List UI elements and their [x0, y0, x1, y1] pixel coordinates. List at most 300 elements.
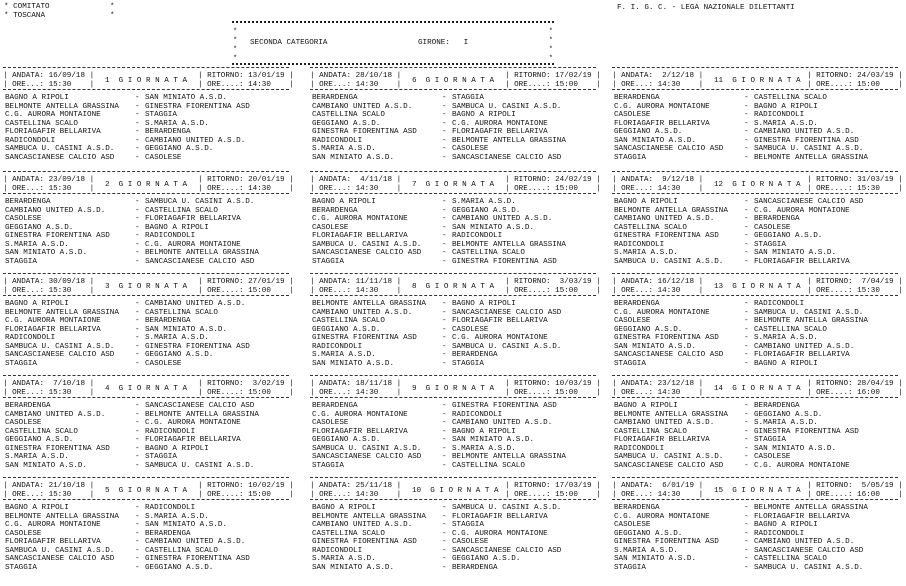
home-team: SAMBUCA U. CASINI A.S.D. — [5, 342, 115, 351]
match-separator: - — [442, 249, 447, 257]
match-row — [614, 463, 896, 472]
match-separator: - — [442, 128, 447, 136]
andata-date: | ANDATA: 18/11/18 | — [310, 380, 402, 388]
andata-date: | ANDATA: 6/01/19 | — [612, 482, 704, 490]
andata-time: | ORE...: 14:30 | — [310, 81, 402, 89]
match-separator: - — [442, 300, 447, 308]
box-border-left: * * * * — [233, 28, 238, 63]
away-team: SAN MINIATO A.S.D. — [754, 444, 837, 453]
home-team: STAGGIA — [5, 359, 37, 368]
away-team: SANCASCIANESE CALCIO ASD — [754, 198, 864, 206]
away-team: SAN MINIATO A.S.D. — [145, 325, 228, 334]
ritorno-date: | RITORNO: 17/02/19 | — [505, 72, 601, 80]
match-separator: - — [442, 419, 447, 427]
home-team: GEGGIANO A.S.D. — [614, 128, 683, 136]
ritorno-date: | RITORNO: 10/02/19 | — [198, 482, 294, 490]
home-team: BELMONTE ANTELLA GRASSINA — [5, 102, 119, 111]
giornata-header — [310, 478, 601, 500]
home-team: SAN MINIATO A.S.D. — [312, 359, 395, 368]
away-team: CASTELLINA SCALO — [452, 249, 525, 257]
match-separator: - — [135, 334, 140, 342]
match-separator: - — [135, 300, 140, 308]
match-row — [312, 565, 594, 574]
away-team: BERARDENGA — [754, 215, 800, 223]
match-separator: - — [744, 538, 749, 546]
away-team: CASTELLINA SCALO — [452, 461, 525, 470]
ritorno-date: | RITORNO: 31/03/19 | — [807, 176, 903, 184]
home-team: SANCASCIANESE CALCIO ASD — [5, 351, 115, 359]
away-team: CASTELLINA SCALO — [754, 555, 827, 563]
match-separator: - — [135, 215, 140, 223]
away-team: CASOLESE — [145, 359, 182, 368]
ritorno-date: | RITORNO: 10/03/19 | — [505, 380, 601, 388]
match-separator: - — [442, 198, 447, 206]
match-row — [5, 463, 287, 472]
match-separator: - — [442, 546, 447, 555]
away-team: BAGNO A RIPOLI — [452, 111, 516, 119]
away-team: C.G. AURORA MONTAIONE — [145, 240, 241, 249]
home-team: FLORIAGAFIR BELLARIVA — [312, 232, 408, 240]
home-team: C.G. AURORA MONTAIONE — [5, 521, 101, 529]
away-team: S.MARIA A.S.D. — [754, 334, 818, 342]
home-team: GEGGIANO A.S.D. — [312, 119, 381, 128]
match-separator: - — [744, 308, 749, 317]
match-list — [312, 301, 594, 369]
ritorno-date: | RITORNO: 13/01/19 | — [198, 72, 294, 80]
match-separator: - — [135, 529, 140, 538]
ritorno-time: | ORE....: 15:00 | — [198, 491, 294, 499]
home-team: BERARDENGA — [614, 504, 660, 512]
andata-date: | ANDATA: 4/11/18 | — [310, 176, 402, 184]
home-team: BERARDENGA — [312, 206, 358, 215]
category-box — [232, 21, 554, 65]
away-team: S.MARIA A.S.D. — [452, 198, 516, 206]
home-team: CASTELLINA SCALO — [5, 427, 78, 436]
giornata-block — [310, 171, 601, 269]
home-team: GINESTRA FIORENTINA ASD — [5, 232, 110, 240]
andata-time: | ORE...: 14:30 | — [612, 491, 704, 499]
away-team: BERARDENGA — [145, 128, 191, 136]
ritorno-date: | RITORNO: 3/02/19 | — [198, 380, 294, 388]
andata-time: | ORE...: 14:30 | — [310, 491, 402, 499]
away-team: FLORIAGAFIR BELLARIVA — [145, 215, 241, 223]
home-team: BERARDENGA — [614, 300, 660, 308]
home-team: SAMBUCA U. CASINI A.S.D. — [312, 240, 422, 249]
giornata-header — [3, 68, 294, 90]
giornata-block — [3, 273, 294, 371]
match-separator: - — [744, 317, 749, 325]
home-team: BERARDENGA — [312, 94, 358, 102]
away-team: FLORIAGAFIR BELLARIVA — [754, 351, 850, 359]
away-team: SAMBUCA U. CASINI A.S.D. — [452, 504, 562, 512]
match-separator: - — [135, 153, 140, 162]
away-team: S.MARIA A.S.D. — [145, 334, 209, 342]
home-team: CAMBIANO UNITED A.S.D. — [5, 206, 106, 215]
giornata-header — [612, 172, 903, 194]
away-team: RADICONDOLI — [754, 111, 805, 119]
away-team: STAGGIA — [145, 453, 177, 461]
home-team: C.G. AURORA MONTAIONE — [614, 102, 710, 111]
ritorno-date: | RITORNO: 24/02/19 | — [505, 176, 601, 184]
away-team: CASOLESE — [145, 153, 182, 162]
match-separator: - — [744, 436, 749, 444]
away-team: CASOLESE — [452, 538, 489, 546]
match-separator: - — [135, 563, 140, 572]
match-separator: - — [135, 240, 140, 249]
match-separator: - — [442, 563, 447, 572]
away-team: BELMONTE ANTELLA GRASSINA — [452, 453, 566, 461]
away-team: SANCASCIANESE CALCIO ASD — [452, 308, 562, 317]
match-separator: - — [135, 317, 140, 325]
away-team: S.MARIA A.S.D. — [452, 444, 516, 453]
away-team: SAMBUCA U. CASINI A.S.D. — [145, 198, 255, 206]
giornata-block — [3, 67, 294, 165]
away-team: STAGGIA — [145, 111, 177, 119]
giornata-number: 4 G I O R N A T A — [105, 385, 188, 393]
match-separator: - — [135, 436, 140, 444]
home-team: CASTELLINA SCALO — [614, 223, 687, 232]
home-team: S.MARIA A.S.D. — [614, 249, 678, 257]
away-team: CAMBIANO UNITED A.S.D. — [145, 300, 246, 308]
away-team: BELMONTE ANTELLA GRASSINA — [145, 249, 259, 257]
ritorno-time: | ORE....: 15:30 | — [807, 185, 903, 193]
match-list — [312, 199, 594, 267]
giornata-block — [3, 477, 294, 575]
away-team: BERARDENGA — [145, 529, 191, 538]
match-separator: - — [135, 351, 140, 359]
away-team: GEGGIANO A.S.D. — [754, 410, 823, 419]
away-team: SANCASCIANESE CALCIO ASD — [145, 402, 255, 410]
match-separator: - — [135, 555, 140, 563]
home-team: BELMONTE ANTELLA GRASSINA — [614, 410, 728, 419]
away-team: CASOLESE — [754, 453, 791, 461]
away-team: SAMBUCA U. CASINI A.S.D. — [452, 102, 562, 111]
home-team: CASOLESE — [312, 419, 349, 427]
away-team: C.G. AURORA MONTAIONE — [452, 119, 548, 128]
home-team: STAGGIA — [5, 563, 37, 572]
match-separator: - — [442, 529, 447, 538]
match-separator: - — [135, 410, 140, 419]
away-team: GINESTRA FIORENTINA ASD — [452, 257, 557, 266]
away-team: BELMONTE ANTELLA GRASSINA — [145, 410, 259, 419]
home-team: GEGGIANO A.S.D. — [614, 325, 683, 334]
home-team: STAGGIA — [5, 257, 37, 266]
home-team: SAMBUCA U. CASINI A.S.D. — [614, 453, 724, 461]
away-team: GINESTRA FIORENTINA ASD — [145, 102, 250, 111]
away-team: BAGNO A RIPOLI — [754, 521, 818, 529]
away-team: RADICONDOLI — [754, 300, 805, 308]
match-separator: - — [135, 94, 140, 102]
away-team: RADICONDOLI — [754, 529, 805, 538]
match-separator: - — [442, 257, 447, 266]
match-separator: - — [744, 206, 749, 215]
giornata-number: 12 G I O R N A T A — [714, 181, 801, 189]
away-team: FLORIAGAFIR BELLARIVA — [145, 436, 241, 444]
match-separator: - — [442, 119, 447, 128]
match-row — [312, 361, 594, 370]
giornata-number: 7 G I O R N A T A — [412, 181, 495, 189]
match-list — [614, 301, 896, 369]
match-separator: - — [135, 461, 140, 470]
match-row — [312, 155, 594, 164]
away-team: SANCASCIANESE CALCIO ASD — [452, 546, 562, 555]
home-team: FLORIAGAFIR BELLARIVA — [312, 427, 408, 436]
andata-time: | ORE...: 15:30 | — [3, 185, 95, 193]
away-team: S.MARIA A.S.D. — [754, 119, 818, 128]
giornata-block — [612, 273, 903, 371]
match-separator: - — [744, 342, 749, 351]
match-separator: - — [135, 402, 140, 410]
match-separator: - — [744, 249, 749, 257]
away-team: CASOLESE — [754, 223, 791, 232]
match-separator: - — [442, 308, 447, 317]
match-list — [614, 505, 896, 573]
away-team: GEGGIANO A.S.D. — [452, 206, 521, 215]
giornata-block — [612, 375, 903, 473]
match-list — [312, 403, 594, 471]
away-team: C.G. AURORA MONTAIONE — [754, 206, 850, 215]
away-team: STAGGIA — [754, 240, 786, 249]
match-separator: - — [744, 512, 749, 521]
home-team: SANCASCIANESE CALCIO ASD — [5, 153, 115, 162]
home-team: C.G. AURORA MONTAIONE — [312, 410, 408, 419]
ritorno-time: | ORE....: 14:30 | — [198, 185, 294, 193]
home-team: SAN MINIATO A.S.D. — [5, 249, 88, 257]
match-list — [614, 95, 896, 163]
match-separator: - — [135, 427, 140, 436]
match-separator: - — [442, 223, 447, 232]
home-team: STAGGIA — [614, 563, 646, 572]
away-team: SAMBUCA U. CASINI A.S.D. — [145, 461, 255, 470]
match-separator: - — [442, 427, 447, 436]
committee-label: * COMITATO — [4, 3, 50, 11]
match-separator: - — [744, 111, 749, 119]
home-team: STAGGIA — [312, 461, 344, 470]
away-team: FLORIAGAFIR BELLARIVA — [452, 128, 548, 136]
away-team: CASTELLINA SCALO — [145, 308, 218, 317]
match-separator: - — [135, 198, 140, 206]
match-separator: - — [744, 419, 749, 427]
home-team: CAMBIANO UNITED A.S.D. — [5, 410, 106, 419]
away-team: GINESTRA FIORENTINA ASD — [754, 427, 859, 436]
giornata-block — [3, 171, 294, 269]
match-list — [5, 95, 287, 163]
home-team: FLORIAGAFIR BELLARIVA — [5, 538, 101, 546]
home-team: CASOLESE — [5, 419, 42, 427]
match-separator: - — [135, 119, 140, 128]
home-team: S.MARIA A.S.D. — [312, 145, 376, 153]
away-team: CAMBIANO UNITED A.S.D. — [452, 215, 553, 223]
match-separator: - — [135, 453, 140, 461]
match-separator: - — [744, 94, 749, 102]
giornata-number: 10 G I O R N A T A — [412, 487, 499, 495]
star-decoration: * — [110, 12, 115, 20]
home-team: SANCASCIANESE CALCIO ASD — [614, 145, 724, 153]
home-team: GEGGIANO A.S.D. — [5, 436, 74, 444]
giornata-block — [310, 67, 601, 165]
ritorno-time: | ORE....: 15:00 | — [505, 491, 601, 499]
home-team: BAGNO A RIPOLI — [5, 94, 69, 102]
giornata-header — [3, 172, 294, 194]
match-separator: - — [744, 402, 749, 410]
match-separator: - — [135, 111, 140, 119]
match-row — [312, 259, 594, 268]
home-team: SANCASCIANESE CALCIO ASD — [5, 555, 115, 563]
home-team: SAN MINIATO A.S.D. — [312, 563, 395, 572]
andata-time: | ORE...: 15:30 | — [3, 287, 95, 295]
away-team: S.MARIA A.S.D. — [145, 512, 209, 521]
match-separator: - — [135, 223, 140, 232]
home-team: BAGNO A RIPOLI — [312, 504, 376, 512]
home-team: BAGNO A RIPOLI — [614, 402, 678, 410]
home-team: BELMONTE ANTELLA GRASSINA — [614, 206, 728, 215]
away-team: CAMBIANO UNITED A.S.D. — [754, 538, 855, 546]
home-team: GEGGIANO A.S.D. — [614, 529, 683, 538]
home-team: BAGNO A RIPOLI — [312, 198, 376, 206]
away-team: GINESTRA FIORENTINA ASD — [145, 342, 250, 351]
match-separator: - — [135, 232, 140, 240]
away-team: FLORIAGAFIR BELLARIVA — [452, 512, 548, 521]
away-team: CAMBIANO UNITED A.S.D. — [754, 128, 855, 136]
home-team: SAN MINIATO A.S.D. — [312, 153, 395, 162]
home-team: BERARDENGA — [5, 198, 51, 206]
away-team: FLORIAGAFIR BELLARIVA — [754, 257, 850, 266]
away-team: GEGGIANO A.S.D. — [145, 351, 214, 359]
ritorno-time: | ORE....: 15:00 | — [505, 389, 601, 397]
home-team: C.G. AURORA MONTAIONE — [5, 111, 101, 119]
andata-date: | ANDATA: 16/09/18 | — [3, 72, 95, 80]
giornata-number: 14 G I O R N A T A — [714, 385, 801, 393]
andata-date: | ANDATA: 9/12/18 | — [612, 176, 704, 184]
home-team: RADICONDOLI — [312, 546, 363, 555]
home-team: GINESTRA FIORENTINA ASD — [312, 334, 417, 342]
girone-label: GIRONE: I — [418, 39, 469, 47]
ritorno-date: | RITORNO: 17/03/19 | — [505, 482, 601, 490]
match-separator: - — [135, 257, 140, 266]
home-team: CASTELLINA SCALO — [312, 317, 385, 325]
ritorno-date: | RITORNO: 5/05/19 | — [807, 482, 903, 490]
away-team: RADICONDOLI — [145, 232, 196, 240]
match-separator: - — [442, 436, 447, 444]
match-separator: - — [442, 215, 447, 223]
ritorno-time: | ORE....: 15:00 | — [807, 81, 903, 89]
match-separator: - — [744, 461, 749, 470]
match-separator: - — [744, 215, 749, 223]
home-team: CASOLESE — [5, 215, 42, 223]
ritorno-time: | ORE....: 15:00 | — [198, 389, 294, 397]
match-list — [5, 403, 287, 471]
match-separator: - — [744, 300, 749, 308]
away-team: CAMBIANO UNITED A.S.D. — [754, 342, 855, 351]
home-team: CAMBIANO UNITED A.S.D. — [312, 102, 413, 111]
home-team: FLORIAGAFIR BELLARIVA — [5, 325, 101, 334]
box-border-right: * * * * — [548, 28, 553, 63]
andata-time: | ORE...: 14:30 | — [612, 389, 704, 397]
match-separator: - — [442, 410, 447, 419]
away-team: BAGNO A RIPOLI — [754, 359, 818, 368]
match-separator: - — [135, 128, 140, 136]
home-team: GEGGIANO A.S.D. — [312, 436, 381, 444]
home-team: C.G. AURORA MONTAIONE — [614, 308, 710, 317]
giornata-block — [310, 375, 601, 473]
away-team: SAMBUCA U. CASINI A.S.D. — [754, 308, 864, 317]
ritorno-date: | RITORNO: 20/01/19 | — [198, 176, 294, 184]
away-team: CASTELLINA SCALO — [145, 546, 218, 555]
match-separator: - — [442, 555, 447, 563]
match-separator: - — [442, 136, 447, 145]
region-label: * TOSCANA — [4, 12, 46, 20]
away-team: BAGNO A RIPOLI — [452, 300, 516, 308]
away-team: GEGGIANO A.S.D. — [145, 563, 214, 572]
match-separator: - — [744, 223, 749, 232]
home-team: SANCASCIANESE CALCIO ASD — [614, 351, 724, 359]
match-row — [312, 463, 594, 472]
ritorno-date: | RITORNO: 28/04/19 | — [807, 380, 903, 388]
home-team: SAN MINIATO A.S.D. — [5, 461, 88, 470]
away-team: SAMBUCA U. CASINI A.S.D. — [754, 145, 864, 153]
home-team: GINESTRA FIORENTINA ASD — [614, 334, 719, 342]
home-team: CAMBIANO UNITED A.S.D. — [312, 308, 413, 317]
ritorno-date: | RITORNO: 27/01/19 | — [198, 278, 294, 286]
home-team: RADICONDOLI — [5, 136, 56, 145]
andata-time: | ORE...: 14:30 | — [310, 389, 402, 397]
away-team: BELMONTE ANTELLA GRASSINA — [754, 317, 868, 325]
match-separator: - — [744, 128, 749, 136]
match-separator: - — [135, 538, 140, 546]
away-team: SAN MINIATO A.S.D. — [754, 249, 837, 257]
giornata-block — [612, 67, 903, 165]
home-team: SAMBUCA U. CASINI A.S.D. — [5, 546, 115, 555]
match-separator: - — [744, 334, 749, 342]
home-team: BELMONTE ANTELLA GRASSINA — [312, 512, 426, 521]
away-team: RADICONDOLI — [452, 410, 503, 419]
match-separator: - — [135, 136, 140, 145]
match-separator: - — [744, 546, 749, 555]
giornata-block — [310, 273, 601, 371]
andata-time: | ORE...: 14:30 | — [612, 185, 704, 193]
home-team: RADICONDOLI — [5, 334, 56, 342]
home-team: S.MARIA A.S.D. — [5, 453, 69, 461]
ritorno-date: | RITORNO: 3/03/19 | — [505, 278, 601, 286]
match-separator: - — [442, 504, 447, 512]
match-row — [614, 259, 896, 268]
home-team: C.G. AURORA MONTAIONE — [614, 512, 710, 521]
home-team: BELMONTE ANTELLA GRASSINA — [312, 300, 426, 308]
giornata-header — [3, 478, 294, 500]
home-team: SAMBUCA U. CASINI A.S.D. — [312, 444, 422, 453]
home-team: C.G. AURORA MONTAIONE — [312, 215, 408, 223]
away-team: BERARDENGA — [145, 317, 191, 325]
giornata-number: 5 G I O R N A T A — [105, 487, 188, 495]
away-team: GINESTRA FIORENTINA ASD — [145, 555, 250, 563]
match-separator: - — [442, 334, 447, 342]
match-row — [614, 565, 896, 574]
match-separator: - — [135, 359, 140, 368]
match-separator: - — [442, 461, 447, 470]
category-label: SECONDA CATEGORIA — [250, 39, 328, 47]
away-team: SAN MINIATO A.S.D. — [452, 223, 535, 232]
match-separator: - — [442, 153, 447, 162]
home-team: SAN MINIATO A.S.D. — [614, 136, 697, 145]
match-separator: - — [442, 102, 447, 111]
match-separator: - — [744, 444, 749, 453]
home-team: STAGGIA — [614, 359, 646, 368]
away-team: CAMBIANO UNITED A.S.D. — [452, 419, 553, 427]
away-team: GINESTRA FIORENTINA ASD — [452, 402, 557, 410]
home-team: CASTELLINA SCALO — [312, 111, 385, 119]
match-list — [614, 403, 896, 471]
ritorno-time: | ORE....: 15:00 | — [505, 81, 601, 89]
